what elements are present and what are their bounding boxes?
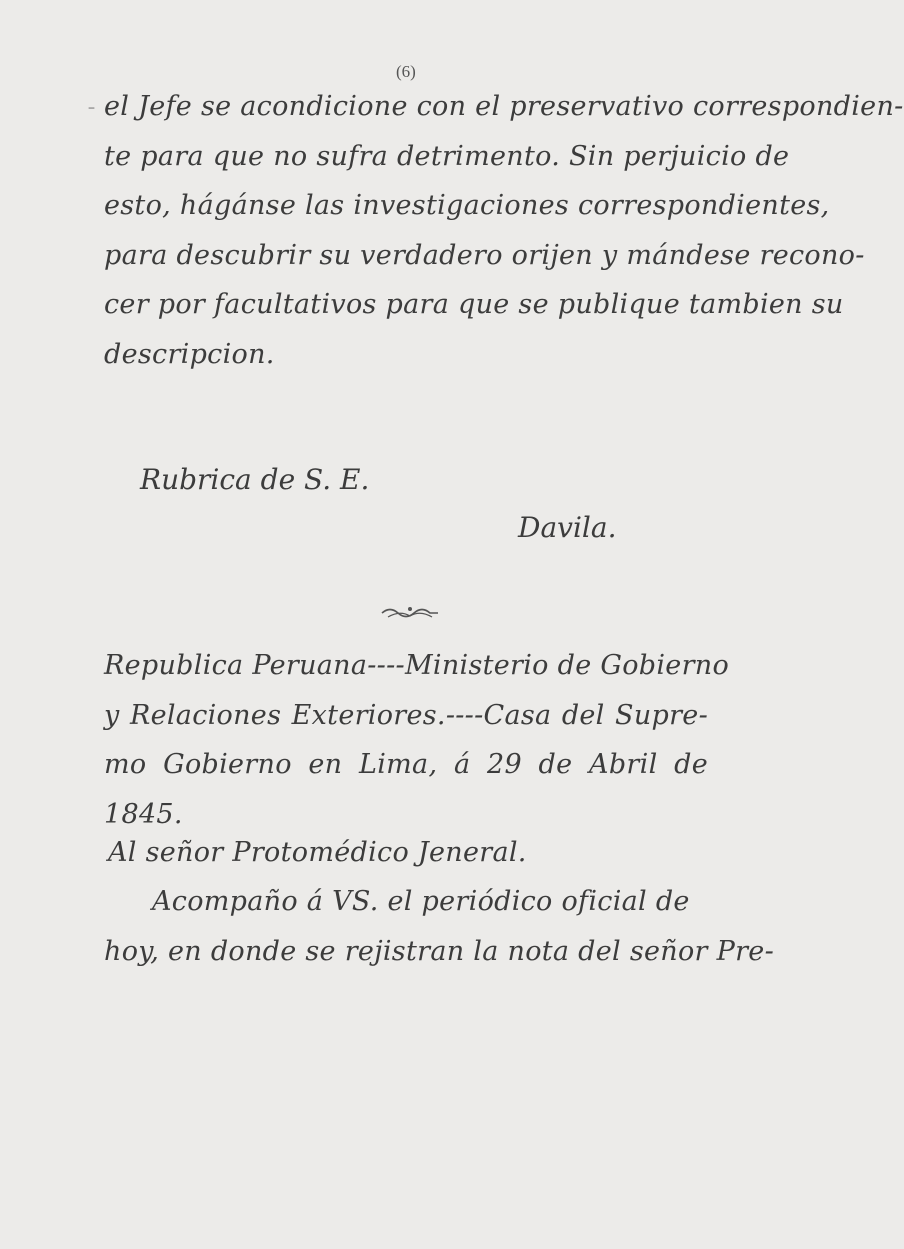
paragraph-1-line: te para que no sufra detrimento. Sin perjuicio de [104,140,790,172]
paragraph-1-line: el Jefe se acondicione con el preservativo correspondien- [104,91,904,122]
header-line: mo Gobierno en Lima, á 29 de Abril de [104,749,708,780]
paragraph-1-line: cer por facultativos para que se publique tambien su [104,289,844,320]
header-line: y Relaciones Exteriores.----Casa del Supre- [104,699,708,731]
salutation-line: Al señor Protomédico Jeneral. [108,837,527,868]
header-line: Republica Peruana----Ministerio de Gobierno [104,650,730,681]
margin-mark: – [88,100,95,116]
paragraph-1-line: para descubrir su verdadero orijen y mándese recono- [104,239,865,271]
paragraph-2-line: Acompaño á VS. el periódico oficial de [152,886,690,917]
rubric-line: Rubrica de S. E. [140,463,370,496]
paragraph-1 [104,82,904,379]
signatory-name: Davila. [518,511,617,544]
paragraph-2-line: hoy, en donde se rejistran la nota del señor Pre- [104,935,775,967]
page-number: (6) [396,62,416,81]
salutation [104,828,708,878]
ornament-divider [380,604,440,622]
header-line: 1845. [104,798,183,830]
document-header [104,641,730,839]
paragraph-1-line: descripcion. [104,338,275,370]
paragraph-1-line: esto, hágánse las investigaciones correspondientes, [104,190,830,221]
paragraph-2 [104,877,775,976]
